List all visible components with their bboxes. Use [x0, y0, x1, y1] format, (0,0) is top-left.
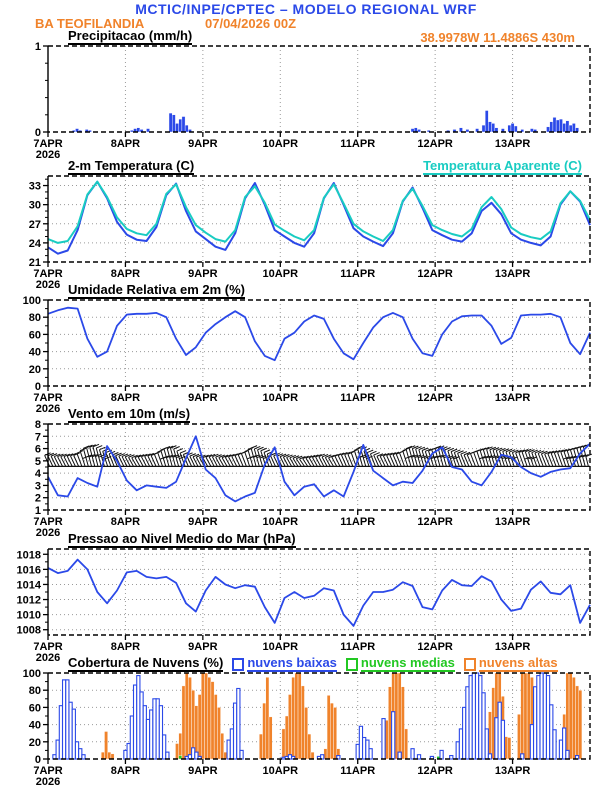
- legend-item-nuvens-medias: [346, 656, 455, 672]
- xtick-year: 2026: [35, 279, 61, 291]
- ytick-humidity: 20: [28, 363, 41, 376]
- ytick-pressure: 1016: [16, 564, 41, 577]
- xtick-day: 7APR: [33, 641, 63, 653]
- xtick-day: 10APR: [262, 268, 299, 280]
- series-wind: [48, 436, 590, 501]
- series-temp: [48, 182, 590, 243]
- xtick-day: 13APR: [494, 392, 531, 404]
- ytick-temp: 21: [28, 257, 41, 269]
- xtick-day: 11APR: [340, 641, 376, 653]
- xtick-day: 9APR: [188, 268, 218, 280]
- xtick-day: 10APR: [262, 138, 299, 150]
- panel-humidity: [23, 295, 590, 415]
- ytick-clouds: 0: [34, 754, 41, 766]
- xtick-day: 8APR: [110, 641, 141, 653]
- ytick-wind: 7: [34, 431, 41, 444]
- panel-title-precipitation: Precipitacao (mm/h): [68, 28, 193, 43]
- legend-label-baixas: nuvens baixas: [247, 655, 337, 670]
- location-coordinates: 38.9978W 11.4886S 430m: [420, 30, 575, 45]
- xtick-day: 13APR: [494, 765, 531, 777]
- ytick-clouds: 60: [28, 702, 41, 715]
- xtick-day: 13APR: [494, 138, 531, 150]
- ytick-humidity: 0: [34, 381, 41, 393]
- ytick-wind: 4: [34, 468, 41, 481]
- ytick-humidity: 60: [28, 329, 41, 342]
- xtick-day: 11APR: [340, 765, 376, 777]
- ytick-wind: 6: [34, 443, 41, 456]
- xtick-day: 7APR: [33, 765, 63, 777]
- ytick-humidity: 100: [22, 295, 41, 307]
- ytick-temp: 33: [28, 180, 41, 193]
- xtick-day: 10APR: [262, 392, 299, 404]
- xtick-day: 13APR: [494, 516, 531, 528]
- xtick-day: 13APR: [494, 641, 531, 653]
- ytick-humidity: 40: [28, 346, 41, 359]
- xtick-day: 10APR: [262, 765, 299, 777]
- ytick-clouds: 80: [28, 685, 41, 698]
- ytick-humidity: 80: [28, 312, 41, 325]
- model-title: MCTIC/INPE/CPTEC – MODELO REGIONAL WRF: [135, 1, 477, 17]
- xtick-day: 12APR: [417, 392, 453, 404]
- ytick-pressure: 1010: [16, 609, 41, 622]
- xtick-day: 12APR: [417, 516, 453, 528]
- xtick-day: 11APR: [340, 392, 376, 404]
- panel-temp: [29, 176, 590, 291]
- ytick-wind: 1: [34, 505, 41, 517]
- xtick-day: 7APR: [33, 516, 63, 528]
- ytick-precip: 0: [34, 127, 41, 139]
- run-datetime: 07/04/2026 00Z: [205, 16, 297, 31]
- xtick-year: 2026: [35, 527, 61, 539]
- xtick-day: 13APR: [494, 268, 531, 280]
- legend-label-medias: nuvens medias: [360, 655, 455, 670]
- xtick-day: 11APR: [340, 268, 376, 280]
- panel-title-wind: Vento em 10m (m/s): [68, 406, 191, 421]
- ytick-pressure: 1014: [16, 579, 41, 592]
- xtick-day: 10APR: [262, 516, 299, 528]
- xtick-year: 2026: [35, 403, 61, 415]
- xtick-day: 9APR: [188, 516, 218, 528]
- xtick-year: 2026: [35, 149, 61, 161]
- station-name: BA TEOFILANDIA: [35, 16, 145, 31]
- xtick-day: 9APR: [188, 138, 218, 150]
- xtick-day: 8APR: [110, 516, 141, 528]
- ytick-temp: 27: [28, 218, 41, 231]
- xtick-day: 11APR: [340, 138, 376, 150]
- ytick-wind: 5: [34, 455, 41, 468]
- xtick-day: 12APR: [417, 138, 453, 150]
- ytick-clouds: 40: [28, 719, 41, 732]
- panel-title-humidity: Umidade Relativa em 2m (%): [68, 282, 246, 297]
- xtick-day: 12APR: [417, 641, 453, 653]
- panel-title-clouds: Cobertura de Nuvens (%): [68, 655, 224, 670]
- ytick-temp: 30: [28, 199, 41, 212]
- panel-pressure: [17, 549, 590, 664]
- xtick-day: 8APR: [110, 765, 141, 777]
- ytick-precip: 1: [34, 41, 41, 53]
- panel-precip: [33, 41, 590, 161]
- xtick-day: 12APR: [417, 765, 453, 777]
- ytick-wind: 2: [34, 492, 41, 505]
- xtick-day: 7APR: [33, 268, 63, 280]
- xtick-year: 2026: [35, 776, 61, 788]
- xtick-day: 12APR: [417, 268, 453, 280]
- xtick-day: 10APR: [262, 641, 299, 653]
- panel-title-temperature: 2-m Temperatura (C): [68, 158, 195, 173]
- ytick-clouds: 20: [28, 736, 41, 749]
- ytick-wind: 8: [34, 419, 41, 431]
- xtick-day: 9APR: [188, 392, 218, 404]
- ytick-pressure: 1008: [16, 624, 41, 637]
- panel-clouds: [23, 668, 590, 788]
- xtick-day: 7APR: [33, 392, 63, 404]
- clouds-title-row: [68, 656, 558, 672]
- legend-label-altas: nuvens altas: [478, 655, 558, 670]
- ytick-pressure: 1012: [16, 594, 41, 607]
- legend-box-icon-baixas: [232, 658, 244, 671]
- ytick-clouds: 100: [22, 668, 41, 680]
- legend-item-nuvens-altas: [464, 656, 558, 672]
- legend-box-icon-medias: [346, 658, 358, 671]
- xtick-day: 9APR: [188, 765, 218, 777]
- ytick-pressure: 1018: [16, 549, 41, 562]
- xtick-day: 8APR: [110, 138, 141, 150]
- panel-title-pressure: Pressao ao Nivel Medio do Mar (hPa): [68, 531, 296, 546]
- panel-wind: [33, 419, 592, 539]
- xtick-year: 2026: [35, 652, 61, 664]
- legend-box-icon-altas: [464, 658, 476, 671]
- xtick-day: 8APR: [110, 392, 141, 404]
- xtick-day: 9APR: [188, 641, 218, 653]
- panel-title-apparent-temperature: Temperatura Aparente (C): [423, 158, 582, 173]
- legend-item-nuvens-baixas: [232, 656, 337, 672]
- xtick-day: 11APR: [340, 516, 376, 528]
- xtick-day: 7APR: [33, 138, 63, 150]
- xtick-day: 8APR: [110, 268, 141, 280]
- ytick-temp: 24: [28, 237, 41, 250]
- ytick-wind: 3: [34, 480, 41, 493]
